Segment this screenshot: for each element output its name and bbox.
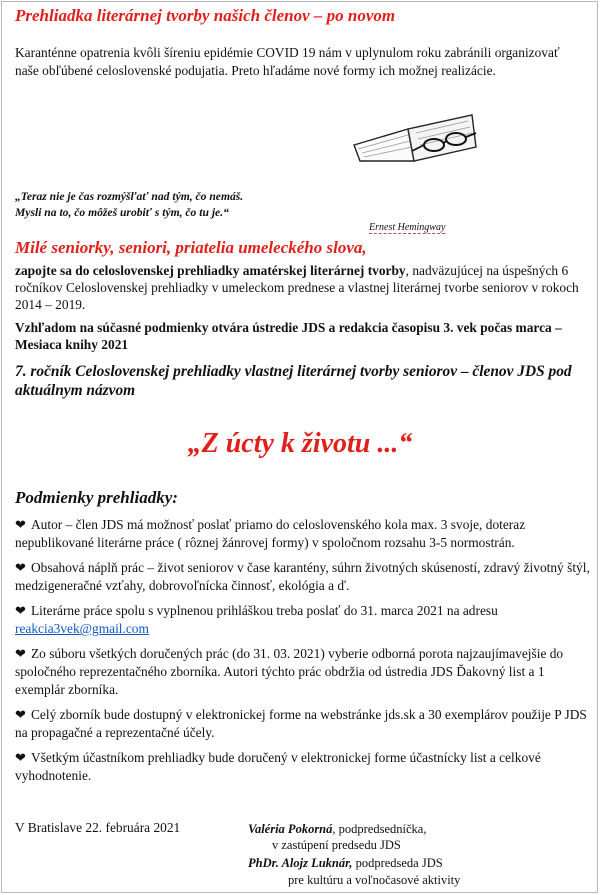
heart-bullet-icon: ❤ bbox=[15, 517, 26, 532]
heart-bullet-icon: ❤ bbox=[15, 603, 26, 618]
signature-1-role: v zastúpení predsedu JDS bbox=[272, 838, 401, 852]
announcement-paragraph: Vzhľadom na súčasné podmienky otvára ústredie JDS a redakcia časopisu 3. vek počas marca – Mesiaca knihy 2021 bbox=[15, 320, 562, 352]
list-item: ❤ Literárne práce spolu s vyplnenou prihláškou treba poslať do 31. marca 2021 na adresu reakcia3vek@gmail.com bbox=[15, 603, 498, 636]
conditions-list bbox=[15, 516, 595, 792]
page-title: Prehliadka literárnej tvorby našich členov – po novom bbox=[15, 6, 396, 25]
list-item: ❤ Všetkým účastníkom prehliadky bude doručený v elektronickej forme účastnícky list a celkové vyhodnotenie. bbox=[15, 750, 541, 783]
email-link[interactable]: reakcia3vek@gmail.com bbox=[15, 621, 149, 636]
quote-line-1: „Teraz nie je čas rozmýšľať nad tým, čo nemáš. bbox=[15, 190, 244, 203]
invitation-rest: , nadväzujúcej na úspešných 6 ročníkov Celoslovenskej prehliadky v umeleckom prednese a vlastnej literárnej tvorbe seniorov v rokoch 2014 – 2019. bbox=[15, 263, 579, 312]
signature-2-role: pre kultúru a voľnočasové aktivity bbox=[288, 873, 461, 887]
motto-title: „Z úcty k životu ...“ bbox=[187, 428, 413, 459]
heart-bullet-icon: ❤ bbox=[15, 560, 26, 575]
signature-1: Valéria Pokorná, podpredsedníčka, bbox=[248, 822, 427, 836]
quote-line-2: Mysli na to, čo môžeš urobiť s tým, čo tu je.“ bbox=[15, 206, 229, 219]
signature-2: PhDr. Alojz Luknár, podpredseda JDS bbox=[248, 856, 443, 870]
edition-paragraph: 7. ročník Celoslovenskej prehliadky vlastnej literárnej tvorby seniorov – členov JDS pod aktuálnym názvom bbox=[15, 363, 572, 399]
place-date: V Bratislave 22. februára 2021 bbox=[15, 820, 181, 835]
quote bbox=[15, 189, 243, 221]
heart-bullet-icon: ❤ bbox=[15, 750, 26, 765]
heart-bullet-icon: ❤ bbox=[15, 707, 26, 722]
invitation-paragraph bbox=[15, 262, 590, 313]
list-item: ❤ Obsahová náplň prác – život seniorov v čase karantény, súhrn životných skúseností, zdravý životný štýl, medzigeneračné vzťahy, dobrovoľnícka činnosť, ekológia a ď. bbox=[15, 560, 590, 593]
conditions-heading: Podmienky prehliadky: bbox=[15, 488, 178, 507]
intro-paragraph: Karanténne opatrenia kvôli šíreniu epidémie COVID 19 nám v uplynulom roku zabránili organizovať naše obľúbené celoslovenské podujatia. Preto hľadáme nové formy ich možnej realizácie. bbox=[15, 45, 560, 78]
list-item: ❤ Celý zborník bude dostupný v elektronickej forme na webstránke jds.sk a 30 exemplárov použije P JDS na propagačné a reprezentačné účely. bbox=[15, 707, 587, 740]
greeting-heading: Milé seniorky, seniori, priatelia umeleckého slova, bbox=[15, 238, 367, 257]
list-item: ❤ Autor – člen JDS má možnosť poslať priamo do celoslovenského kola max. 3 svoje, doteraz nepublikované literárne práce ( rôznej žánrovej formy) v spoločnom rozsahu 3-5 normostrán. bbox=[15, 517, 526, 550]
invitation-bold: zapojte sa do celoslovenskej prehliadky amatérskej literárnej tvorby bbox=[15, 263, 406, 278]
list-item: ❤ Zo súboru všetkých doručených prác (do 31. 03. 2021) vyberie odborná porota najzaujímavejšie do spoločného reprezentačného zborníka. Autori týchto prác obdržia od ústredia JDS Ďakovný list a 1 exemplár zborníka. bbox=[15, 646, 564, 697]
quote-author: Ernest Hemingway bbox=[369, 222, 446, 233]
heart-bullet-icon: ❤ bbox=[15, 646, 26, 661]
open-book-icon bbox=[350, 111, 480, 165]
